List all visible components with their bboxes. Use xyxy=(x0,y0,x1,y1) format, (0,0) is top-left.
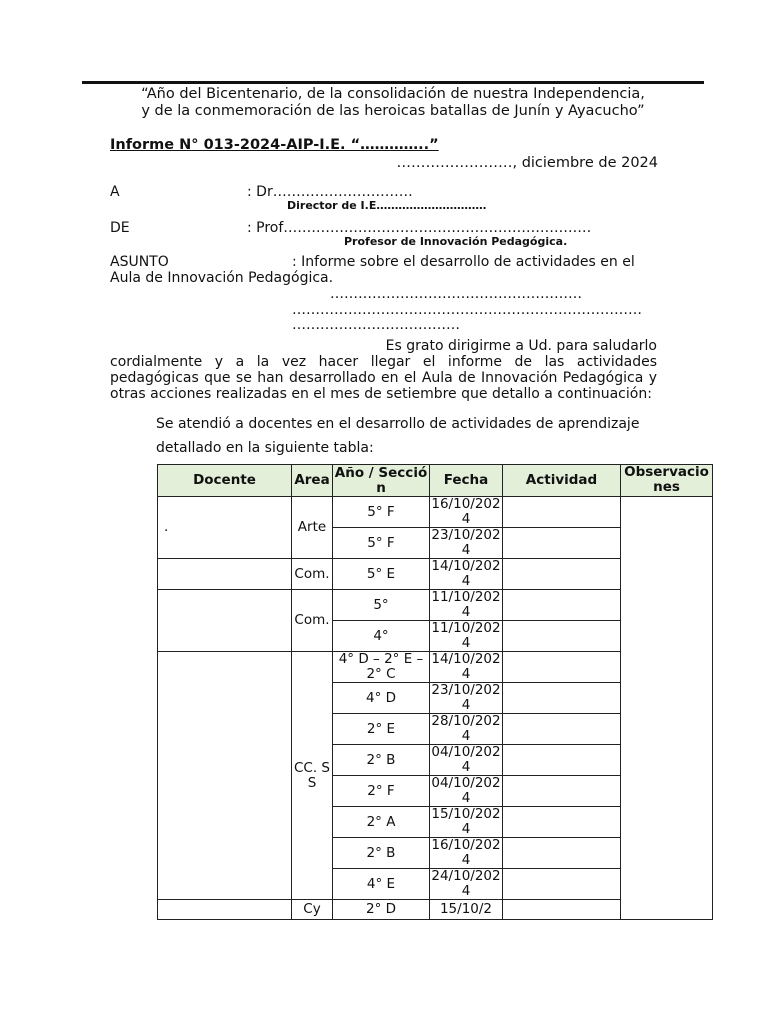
fecha-cell: 23/10/2024 xyxy=(431,682,501,713)
seccion-cell: 2° E xyxy=(333,714,430,745)
seccion-cell: 2° D xyxy=(333,900,430,920)
fecha-cell: 11/10/2024 xyxy=(431,620,501,651)
seccion-cell: 2° A xyxy=(333,807,430,838)
motto-line-2: y de la conmemoración de las heroicas batallas de Junín y Ayacucho” xyxy=(141,103,645,119)
actividad-cell xyxy=(503,714,621,745)
motto-line-1: “Año del Bicentenario, de la consolidación de nuestra Independencia, xyxy=(141,86,645,102)
actividad-cell xyxy=(503,497,621,528)
fecha-cell: 15/10/2024 xyxy=(431,806,501,837)
seccion-cell: 5° xyxy=(333,590,430,621)
docente-cell xyxy=(158,559,292,590)
seccion-cell: 5° F xyxy=(333,528,430,559)
header-area: Area xyxy=(292,465,333,497)
docente-cell xyxy=(158,590,292,652)
seccion-cell: 4° E xyxy=(333,869,430,900)
docente-cell xyxy=(158,900,292,920)
fecha-cell: 11/10/2024 xyxy=(431,589,501,620)
bullet-line-2: detallado en la siguiente tabla: xyxy=(156,440,374,456)
actividad-cell xyxy=(503,528,621,559)
asunto-dots-1: ……………………………………………… xyxy=(330,286,582,302)
actividad-cell xyxy=(503,776,621,807)
header-fecha: Fecha xyxy=(430,465,503,497)
header-actividad: Actividad xyxy=(503,465,621,497)
table-header-row xyxy=(158,465,713,497)
from-label: DE xyxy=(110,220,130,236)
fecha-cell: 16/10/2024 xyxy=(431,837,501,868)
seccion-cell: 2° B xyxy=(333,838,430,869)
seccion-cell: 5° F xyxy=(333,497,430,528)
docente-cell: . xyxy=(158,497,292,559)
seccion-cell: 4° D – 2° E – 2° C xyxy=(333,652,430,683)
fecha-cell: 04/10/2024 xyxy=(431,744,501,775)
actividad-cell xyxy=(503,621,621,652)
fecha-cell: 04/10/2024 xyxy=(431,775,501,806)
asunto-label: ASUNTO xyxy=(110,254,169,270)
actividad-cell xyxy=(503,590,621,621)
seccion-cell: 2° B xyxy=(333,745,430,776)
actividad-cell xyxy=(503,683,621,714)
header-docente: Docente xyxy=(158,465,292,497)
actividad-cell xyxy=(503,652,621,683)
seccion-cell: 4° D xyxy=(333,683,430,714)
header-rule xyxy=(82,81,704,84)
actividad-cell xyxy=(503,807,621,838)
fecha-cell: 23/10/2024 xyxy=(431,527,501,558)
seccion-cell: 5° E xyxy=(333,559,430,590)
header-seccion: Año / Sección xyxy=(333,465,430,497)
asunto-cont: Aula de Innovación Pedagógica. xyxy=(110,270,334,286)
area-cell: CC. SS xyxy=(292,652,333,900)
actividad-cell xyxy=(503,838,621,869)
date-line: ……………………, diciembre de 2024 xyxy=(396,155,658,171)
actividad-cell xyxy=(503,745,621,776)
from-role: Profesor de Innovación Pedagógica. xyxy=(344,235,568,248)
to-role: Director de I.E………………………… xyxy=(287,199,487,212)
area-cell: Arte xyxy=(292,497,333,559)
area-cell: Com. xyxy=(292,559,333,590)
area-cell: Com. xyxy=(292,590,333,652)
header-observaciones: Observaciones xyxy=(621,465,713,497)
actividad-cell xyxy=(503,869,621,900)
to-label: A xyxy=(110,184,120,200)
asunto-dots-3: ……………………………… xyxy=(292,317,460,333)
seccion-cell: 2° F xyxy=(333,776,430,807)
from-value: : Prof………………………………………………………… xyxy=(247,220,592,236)
area-cell: Cy xyxy=(292,900,333,920)
fecha-cell: 16/10/2024 xyxy=(431,496,501,527)
fecha-cell: 14/10/2024 xyxy=(431,558,501,589)
asunto-dots-2: ………………………………………………………………… xyxy=(292,302,642,318)
fecha-cell: 14/10/2024 xyxy=(431,651,501,682)
body-paragraph: cordialmente y a la vez hacer llegar el informe de las actividades pedagógicas que se han desarrollado en el Aula de Innovación Pedagógica y otras acciones realizadas en el mes de setiembre que detallo a continuación: xyxy=(110,354,657,402)
activities-table xyxy=(157,464,713,920)
fecha-cell: 24/10/2024 xyxy=(431,868,501,899)
to-value: : Dr………………………… xyxy=(247,184,413,200)
body-paragraph-start: Es grato dirigirme a Ud. para saludarlo xyxy=(385,338,657,354)
seccion-cell: 4° xyxy=(333,621,430,652)
table-row xyxy=(158,497,713,528)
docente-cell xyxy=(158,652,292,900)
observaciones-cell xyxy=(621,497,713,920)
asunto-value: : Informe sobre el desarrollo de actividades en el xyxy=(292,254,635,270)
fecha-cell: 15/10/2 xyxy=(430,900,503,920)
actividad-cell xyxy=(503,900,621,920)
actividad-cell xyxy=(503,559,621,590)
fecha-cell: 28/10/2024 xyxy=(431,713,501,744)
bullet-line-1: Se atendió a docentes en el desarrollo de actividades de aprendizaje xyxy=(156,416,640,432)
informe-title: Informe N° 013-2024-AIP-I.E. “…………..” xyxy=(110,137,439,153)
